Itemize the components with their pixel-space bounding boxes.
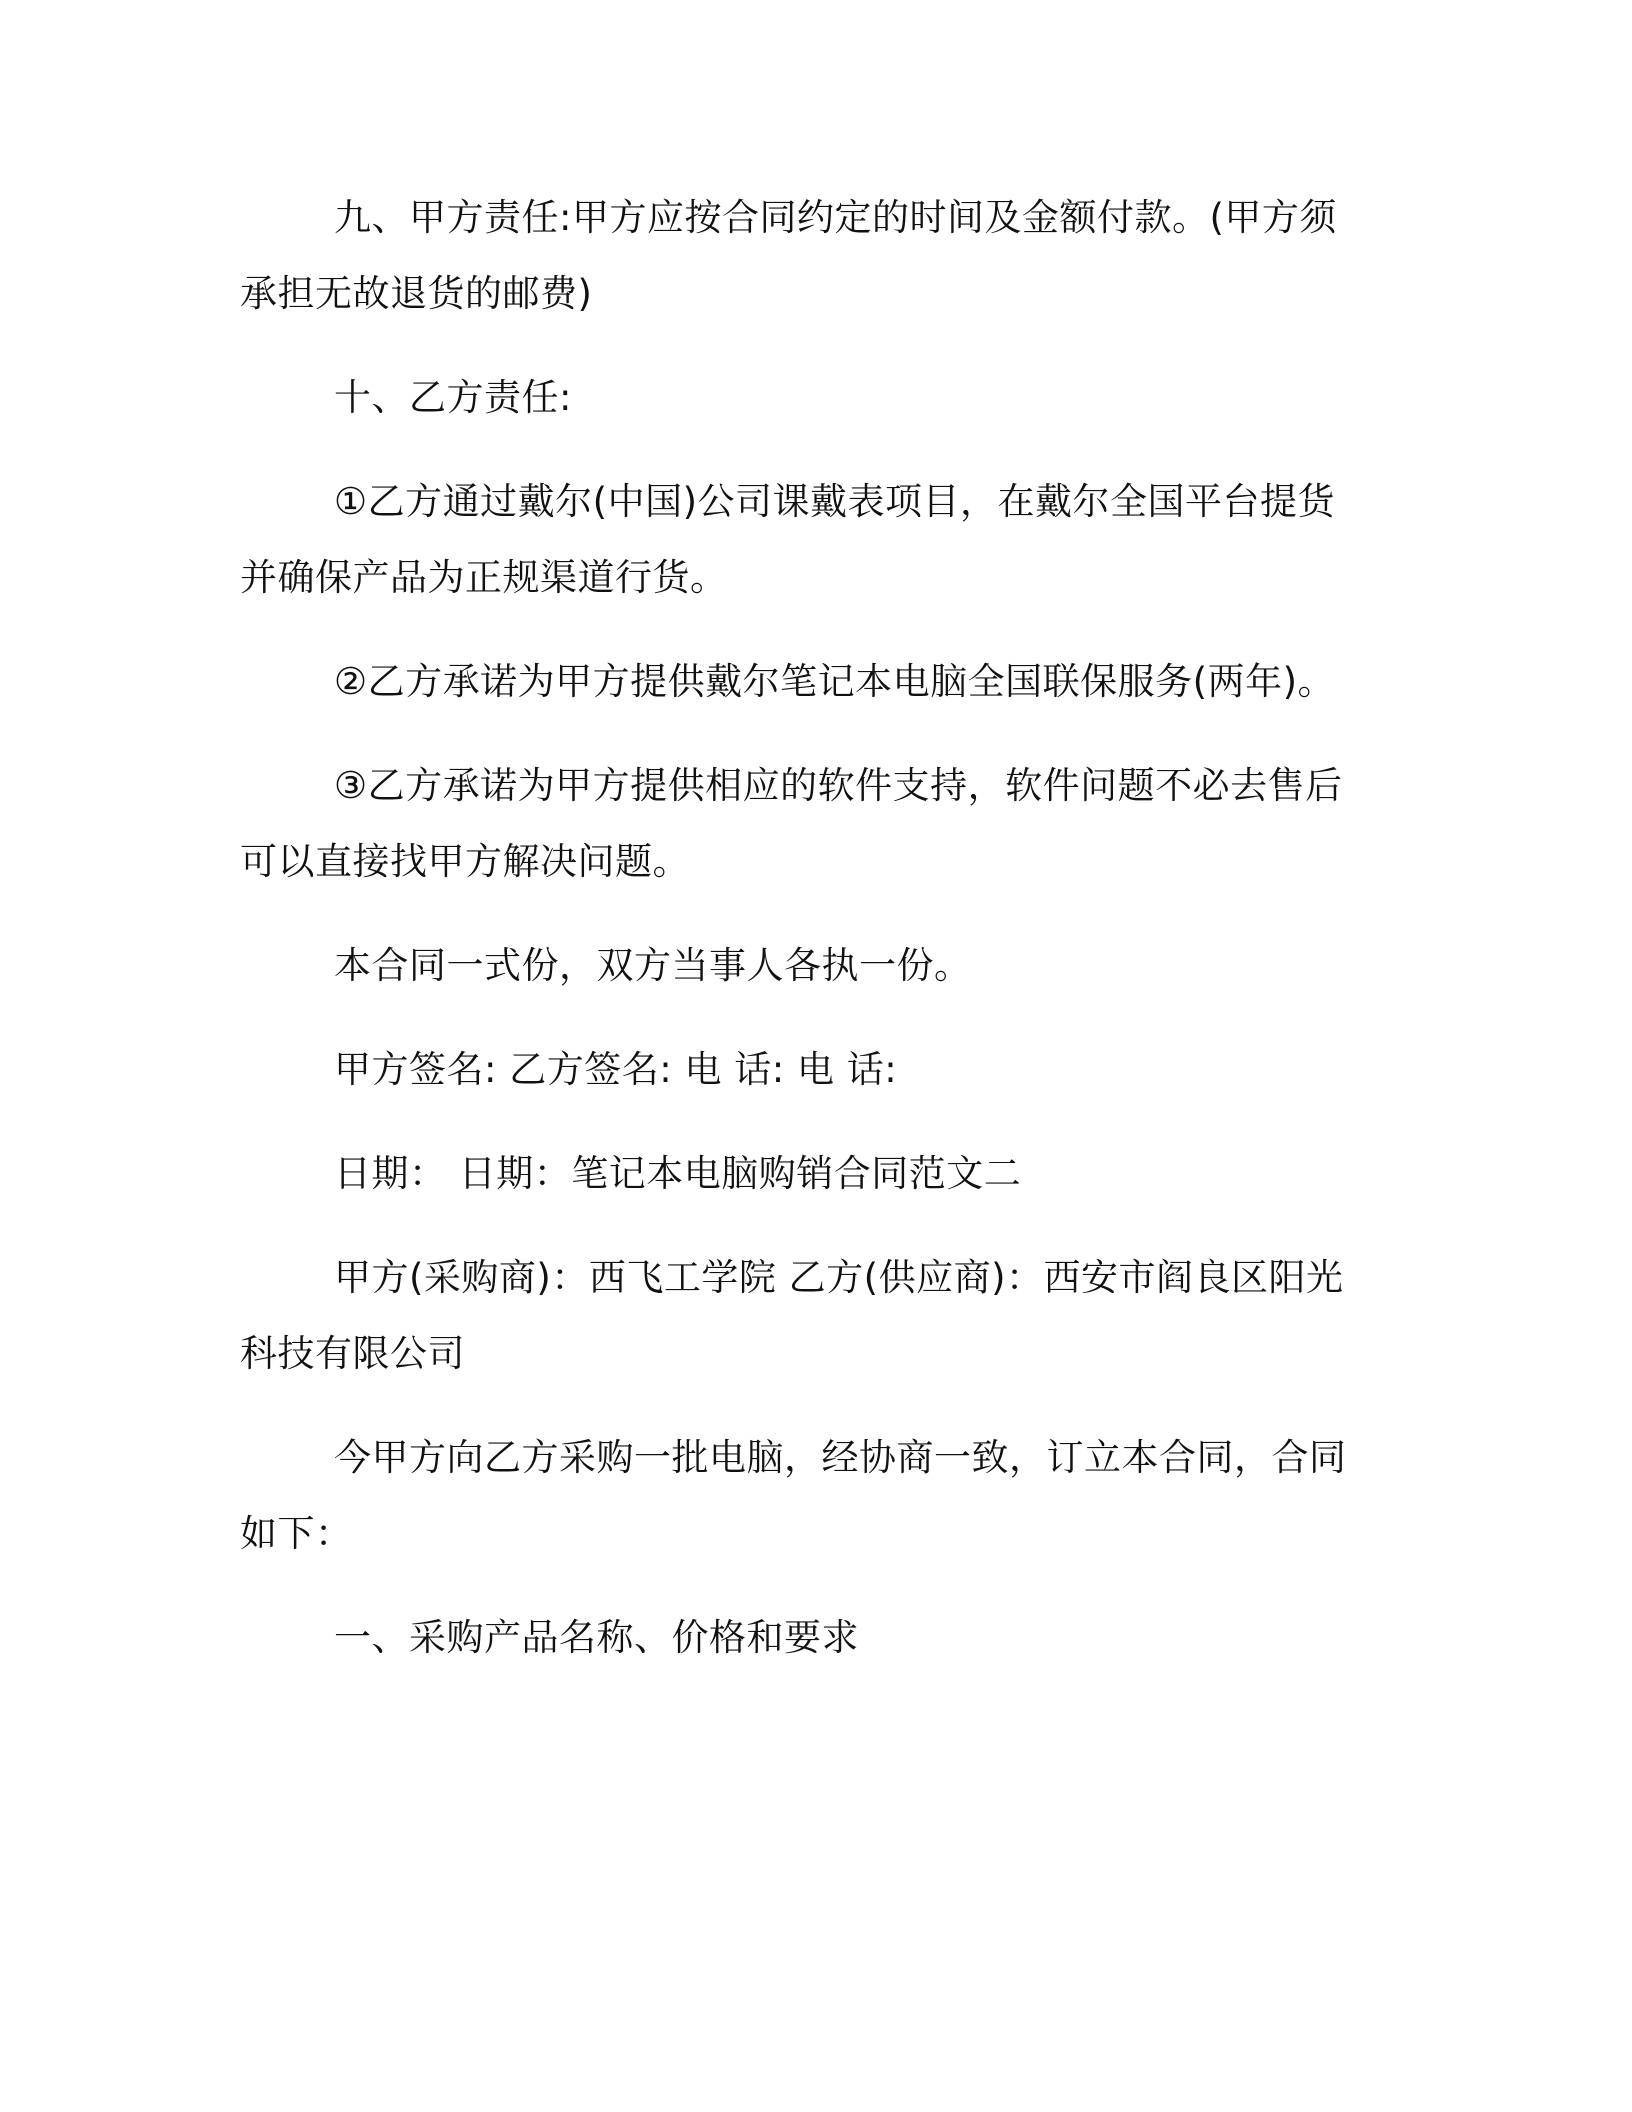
clause-10-item-2: ②乙方承诺为甲方提供戴尔笔记本电脑全国联保服务(两年)。 bbox=[334, 660, 1336, 703]
clause-10-item-1: ①乙方通过戴尔(中国)公司课戴表项目，在戴尔全国平台提货并确保产品为正规渠道行货。 bbox=[240, 480, 1336, 599]
copies-statement: 本合同一式份，双方当事人各执一份。 bbox=[334, 944, 972, 987]
date-line: 日期： 日期：笔记本电脑购销合同范文二 bbox=[334, 1152, 1022, 1195]
parties-line: 甲方(采购商)：西飞工学院 乙方(供应商)：西安市阎良区阳光科技有限公司 bbox=[240, 1256, 1344, 1375]
signature-line: 甲方签名: 乙方签名: 电 话: 电 话: bbox=[334, 1048, 898, 1091]
document-page bbox=[240, 180, 1370, 1704]
clause-10-item-3: ③乙方承诺为甲方提供相应的软件支持，软件问题不必去售后可以直接找甲方解决问题。 bbox=[240, 764, 1343, 883]
section-1-heading: 一、采购产品名称、价格和要求 bbox=[334, 1616, 859, 1659]
preamble: 今甲方向乙方采购一批电脑，经协商一致，订立本合同，合同如下： bbox=[240, 1436, 1347, 1555]
clause-10-heading: 十、乙方责任: bbox=[334, 376, 572, 419]
clause-9-party-a-duty: 九、甲方责任:甲方应按合同约定的时间及金额付款。(甲方须承担无故退货的邮费) bbox=[240, 196, 1337, 315]
